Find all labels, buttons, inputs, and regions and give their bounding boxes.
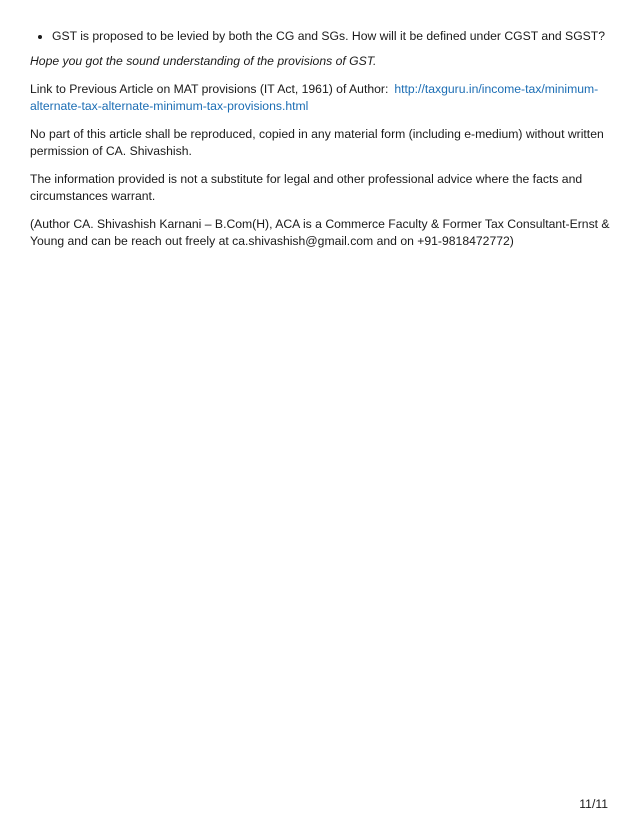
disclaimer: The information provided is not a substitute for legal and other professional advice where the facts and circumstances warrant. [30, 172, 583, 203]
document-page [30, 28, 610, 261]
question-list [30, 28, 610, 45]
page-number: 11/11 [579, 797, 608, 811]
previous-article-paragraph [30, 81, 610, 115]
copyright-notice: No part of this article shall be reproduced, copied in any material form (including e-medium) without written permission of CA. Shivashish. [30, 127, 604, 158]
closing-note: Hope you got the sound understanding of the provisions of GST. [30, 54, 377, 68]
previous-article-link[interactable]: http://taxguru.in/income-tax/minimum-alternate-tax-alternate-minimum-tax-provisions.html [30, 82, 599, 113]
list-item: • GST is proposed to be levied by both the CG and SGs. How will it be defined under CGST and SGST? [52, 28, 610, 45]
previous-article-label: Link to Previous Article on MAT provisions (IT Act, 1961) of Author: [30, 82, 389, 96]
author-info: (Author CA. Shivashish Karnani – B.Com(H), ACA is a Commerce Faculty & Former Tax Consultant-Ernst & Young and can be reach out freely at ca.shivashish@gmail.com and on +91-9818472772) [30, 217, 610, 248]
